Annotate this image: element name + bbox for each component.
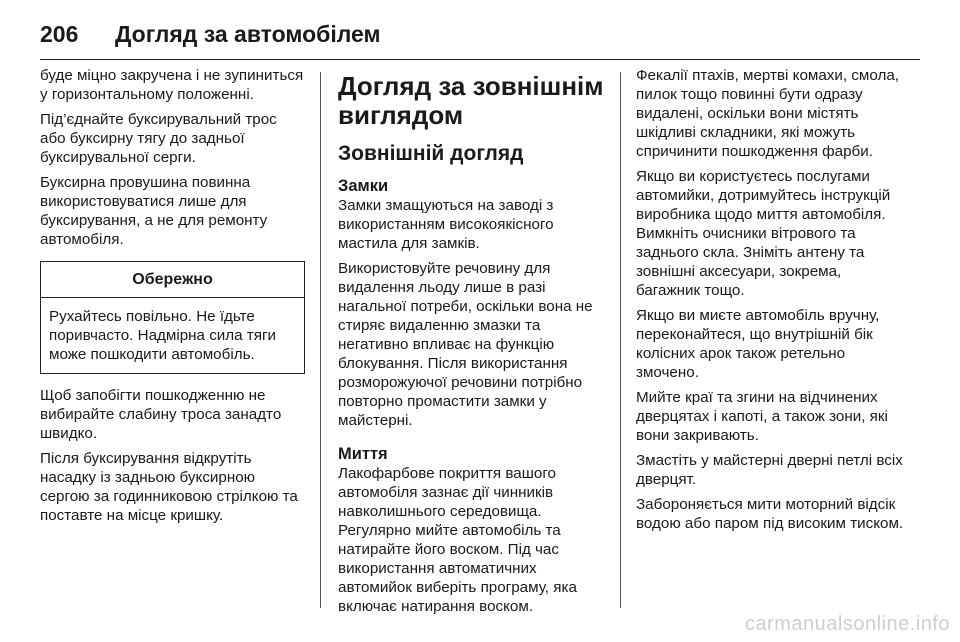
running-title: Догляд за автомобілем	[115, 20, 381, 47]
paragraph: Після буксирування відкрутіть насадку із задньою буксирною сергою за годинниковою стрілкою та поставте на місце кришку.	[40, 450, 298, 524]
caution-title: Обережно	[41, 262, 304, 298]
column-divider-1	[320, 72, 321, 608]
paragraph: Лакофарбове покриття вашого автомобіля зазнає дії чинників навколишнього середовища. Регулярно мийте автомобіль та натирайте його воском. Під час використання автоматичних автомийок виберіть програму, яка включає натирання воском.	[338, 465, 577, 615]
paragraph: Змастіть у майстерні дверні петлі всіх дверцят.	[636, 452, 903, 488]
paragraph: Замки змащуються на заводі з використанням високоякісного мастила для замків.	[338, 197, 554, 252]
column-left	[40, 66, 305, 531]
section-heading: Догляд за зовнішнім виглядом	[338, 71, 604, 130]
paragraph: Мийте краї та згини на відчинених дверцятах і капоті, а також зони, які вони закривають.	[636, 389, 888, 444]
caution-box	[40, 261, 305, 374]
page-header	[40, 14, 920, 54]
paragraph: Забороняється мити моторний відсік водою або паром під високим тиском.	[636, 496, 904, 532]
paragraph: Якщо ви користуєтесь послугами автомийки, дотримуйтесь інструкцій виробника щодо миття автомобіля. Вимкніть очисники вітрового та заднього скла. Зніміть антену та зовнішні аксесуари, зокрема, багажник тощо.	[636, 168, 891, 299]
paragraph: Щоб запобігти пошкодженню не вибирайте слабину троса занадто швидко.	[40, 387, 282, 442]
header-divider	[40, 59, 920, 60]
topic-heading-washing: Миття	[338, 445, 388, 463]
caution-text: Рухайтесь повільно. Не їдьте поривчасто. Надмірна сила тяги може пошкодити автомобіль.	[49, 308, 277, 363]
column-right	[636, 66, 908, 539]
paragraph: Фекалії птахів, мертві комахи, смола, пилок тощо повинні бути одразу видалені, оскільки вони містять шкідливі складники, які можуть спричинити пошкодження фарби.	[636, 67, 899, 160]
paragraph: Використовуйте речовину для видалення льоду лише в разі нагальної потреби, оскільки вона не стиряє видаленню змазки та негативно впливає на функцію блокування. Після використання розморожуючої речовини потрібно повторно промастити замки у майстерні.	[338, 260, 593, 429]
topic-heading-locks: Замки	[338, 177, 389, 195]
watermark: carmanualsonline.info	[744, 613, 950, 635]
paragraph: Якщо ви миєте автомобіль вручну, переконайтеся, що внутрішній бік колісних арок також ретельно змочено.	[636, 307, 880, 381]
column-divider-2	[620, 72, 621, 608]
subsection-heading: Зовнішній догляд	[338, 142, 524, 165]
page-number: 206	[40, 20, 79, 47]
paragraph: буде міцно закручена і не зупиниться у горизонтальному положенні.	[40, 67, 304, 103]
column-middle	[338, 72, 608, 622]
paragraph: Буксирна провушина повинна використовуватися лише для буксирування, а не для ремонту автомобіля.	[40, 174, 268, 248]
paragraph: Під’єднайте буксирувальний трос або буксирну тягу до задньої буксирувальної серги.	[40, 111, 277, 166]
